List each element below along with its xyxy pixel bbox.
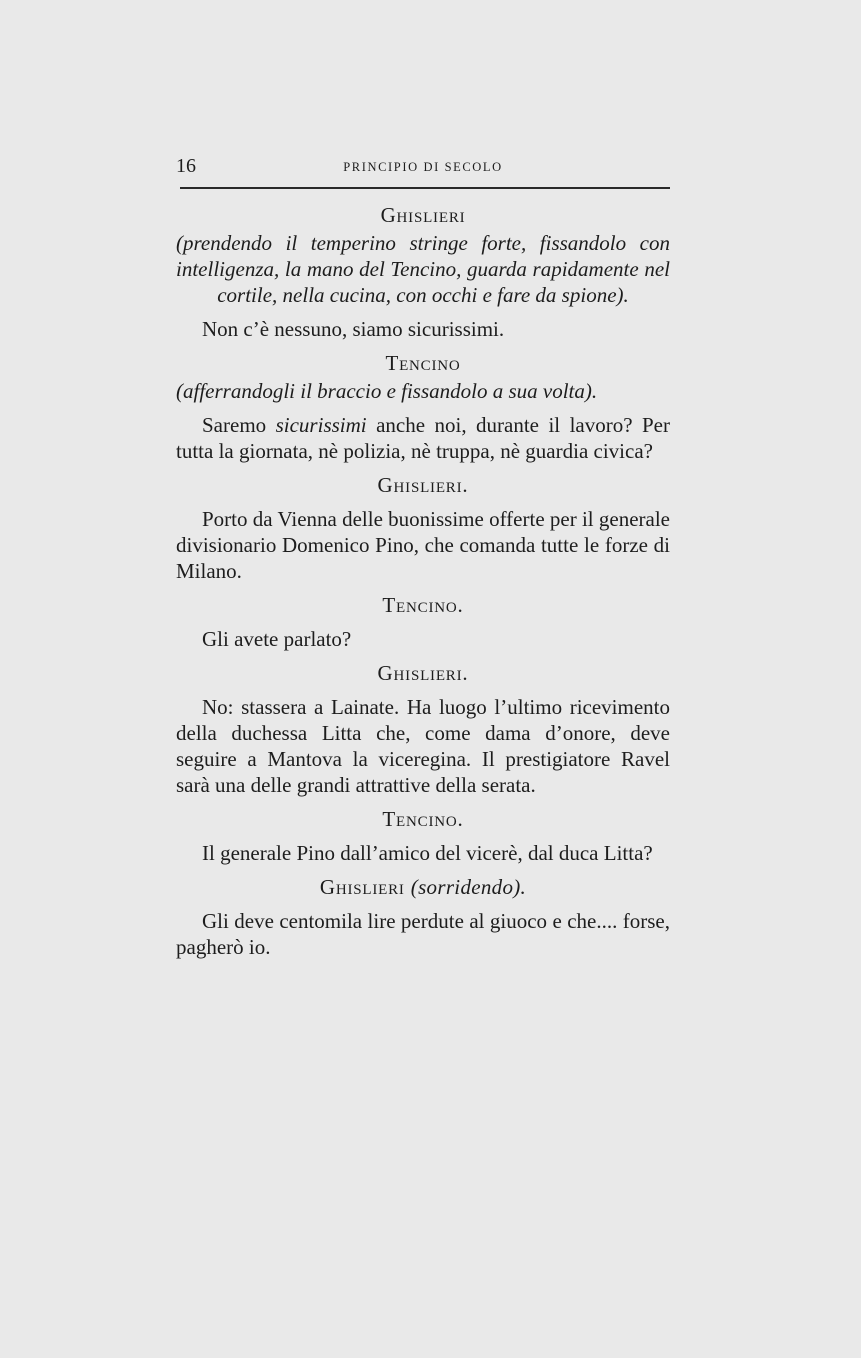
stage-direction: (sorridendo). bbox=[410, 875, 527, 899]
dialogue-line: Porto da Vienna delle buonissime offerte per il generale divisionario Domenico Pino, che comanda tutte le forze di Milano. bbox=[176, 507, 670, 583]
header-rule bbox=[180, 187, 670, 189]
speaker-name: Tencino bbox=[385, 351, 461, 375]
dialogue-line: Il generale Pino dall’amico del vicerè, dal duca Litta? bbox=[202, 841, 653, 865]
speaker-name: Ghislieri bbox=[319, 875, 405, 899]
dialogue-line: Gli avete parlato? bbox=[202, 627, 352, 651]
stage-direction: (prendendo il temperino stringe forte, fissandolo con intelligenza, la mano del Tencino, guarda rapidamente nel cortile, nella cucina, con occhi e fare da spione). bbox=[176, 231, 670, 307]
running-title: PRINCIPIO DI SECOLO bbox=[343, 160, 503, 174]
speaker-name: Ghislieri. bbox=[377, 661, 469, 685]
page-text bbox=[176, 202, 670, 968]
page-number: 16 bbox=[176, 155, 196, 177]
dialogue-line: No: stassera a Lainate. Ha luogo l’ultimo ricevimento della duchessa Litta che, come dama d’onore, deve seguire a Mantova la viceregina. Il prestigiatore Ravel sarà una delle grandi attrattive della serata. bbox=[176, 695, 670, 797]
emphasized-word: sicurissimi bbox=[275, 413, 367, 437]
dialogue-line: Gli deve centomila lire perdute al giuoco e che.... forse, pagherò io. bbox=[176, 909, 670, 959]
page-header bbox=[176, 155, 670, 179]
speaker-name: Ghislieri bbox=[380, 203, 466, 227]
dialogue-text: anche noi, durante il lavoro? Per tutta la giornata, nè polizia, nè truppa, nè guardia civica? bbox=[176, 413, 670, 463]
speaker-name: Tencino. bbox=[382, 593, 464, 617]
dialogue-line: Non c’è nessuno, siamo sicurissimi. bbox=[202, 317, 505, 341]
speaker-heading bbox=[176, 874, 670, 900]
dialogue-line bbox=[176, 412, 670, 464]
speaker-name: Tencino. bbox=[382, 807, 464, 831]
speaker-name: Ghislieri. bbox=[377, 473, 469, 497]
dialogue-text: Saremo bbox=[202, 413, 276, 437]
stage-direction: (afferrandogli il braccio e fissandolo a sua volta). bbox=[176, 379, 598, 403]
